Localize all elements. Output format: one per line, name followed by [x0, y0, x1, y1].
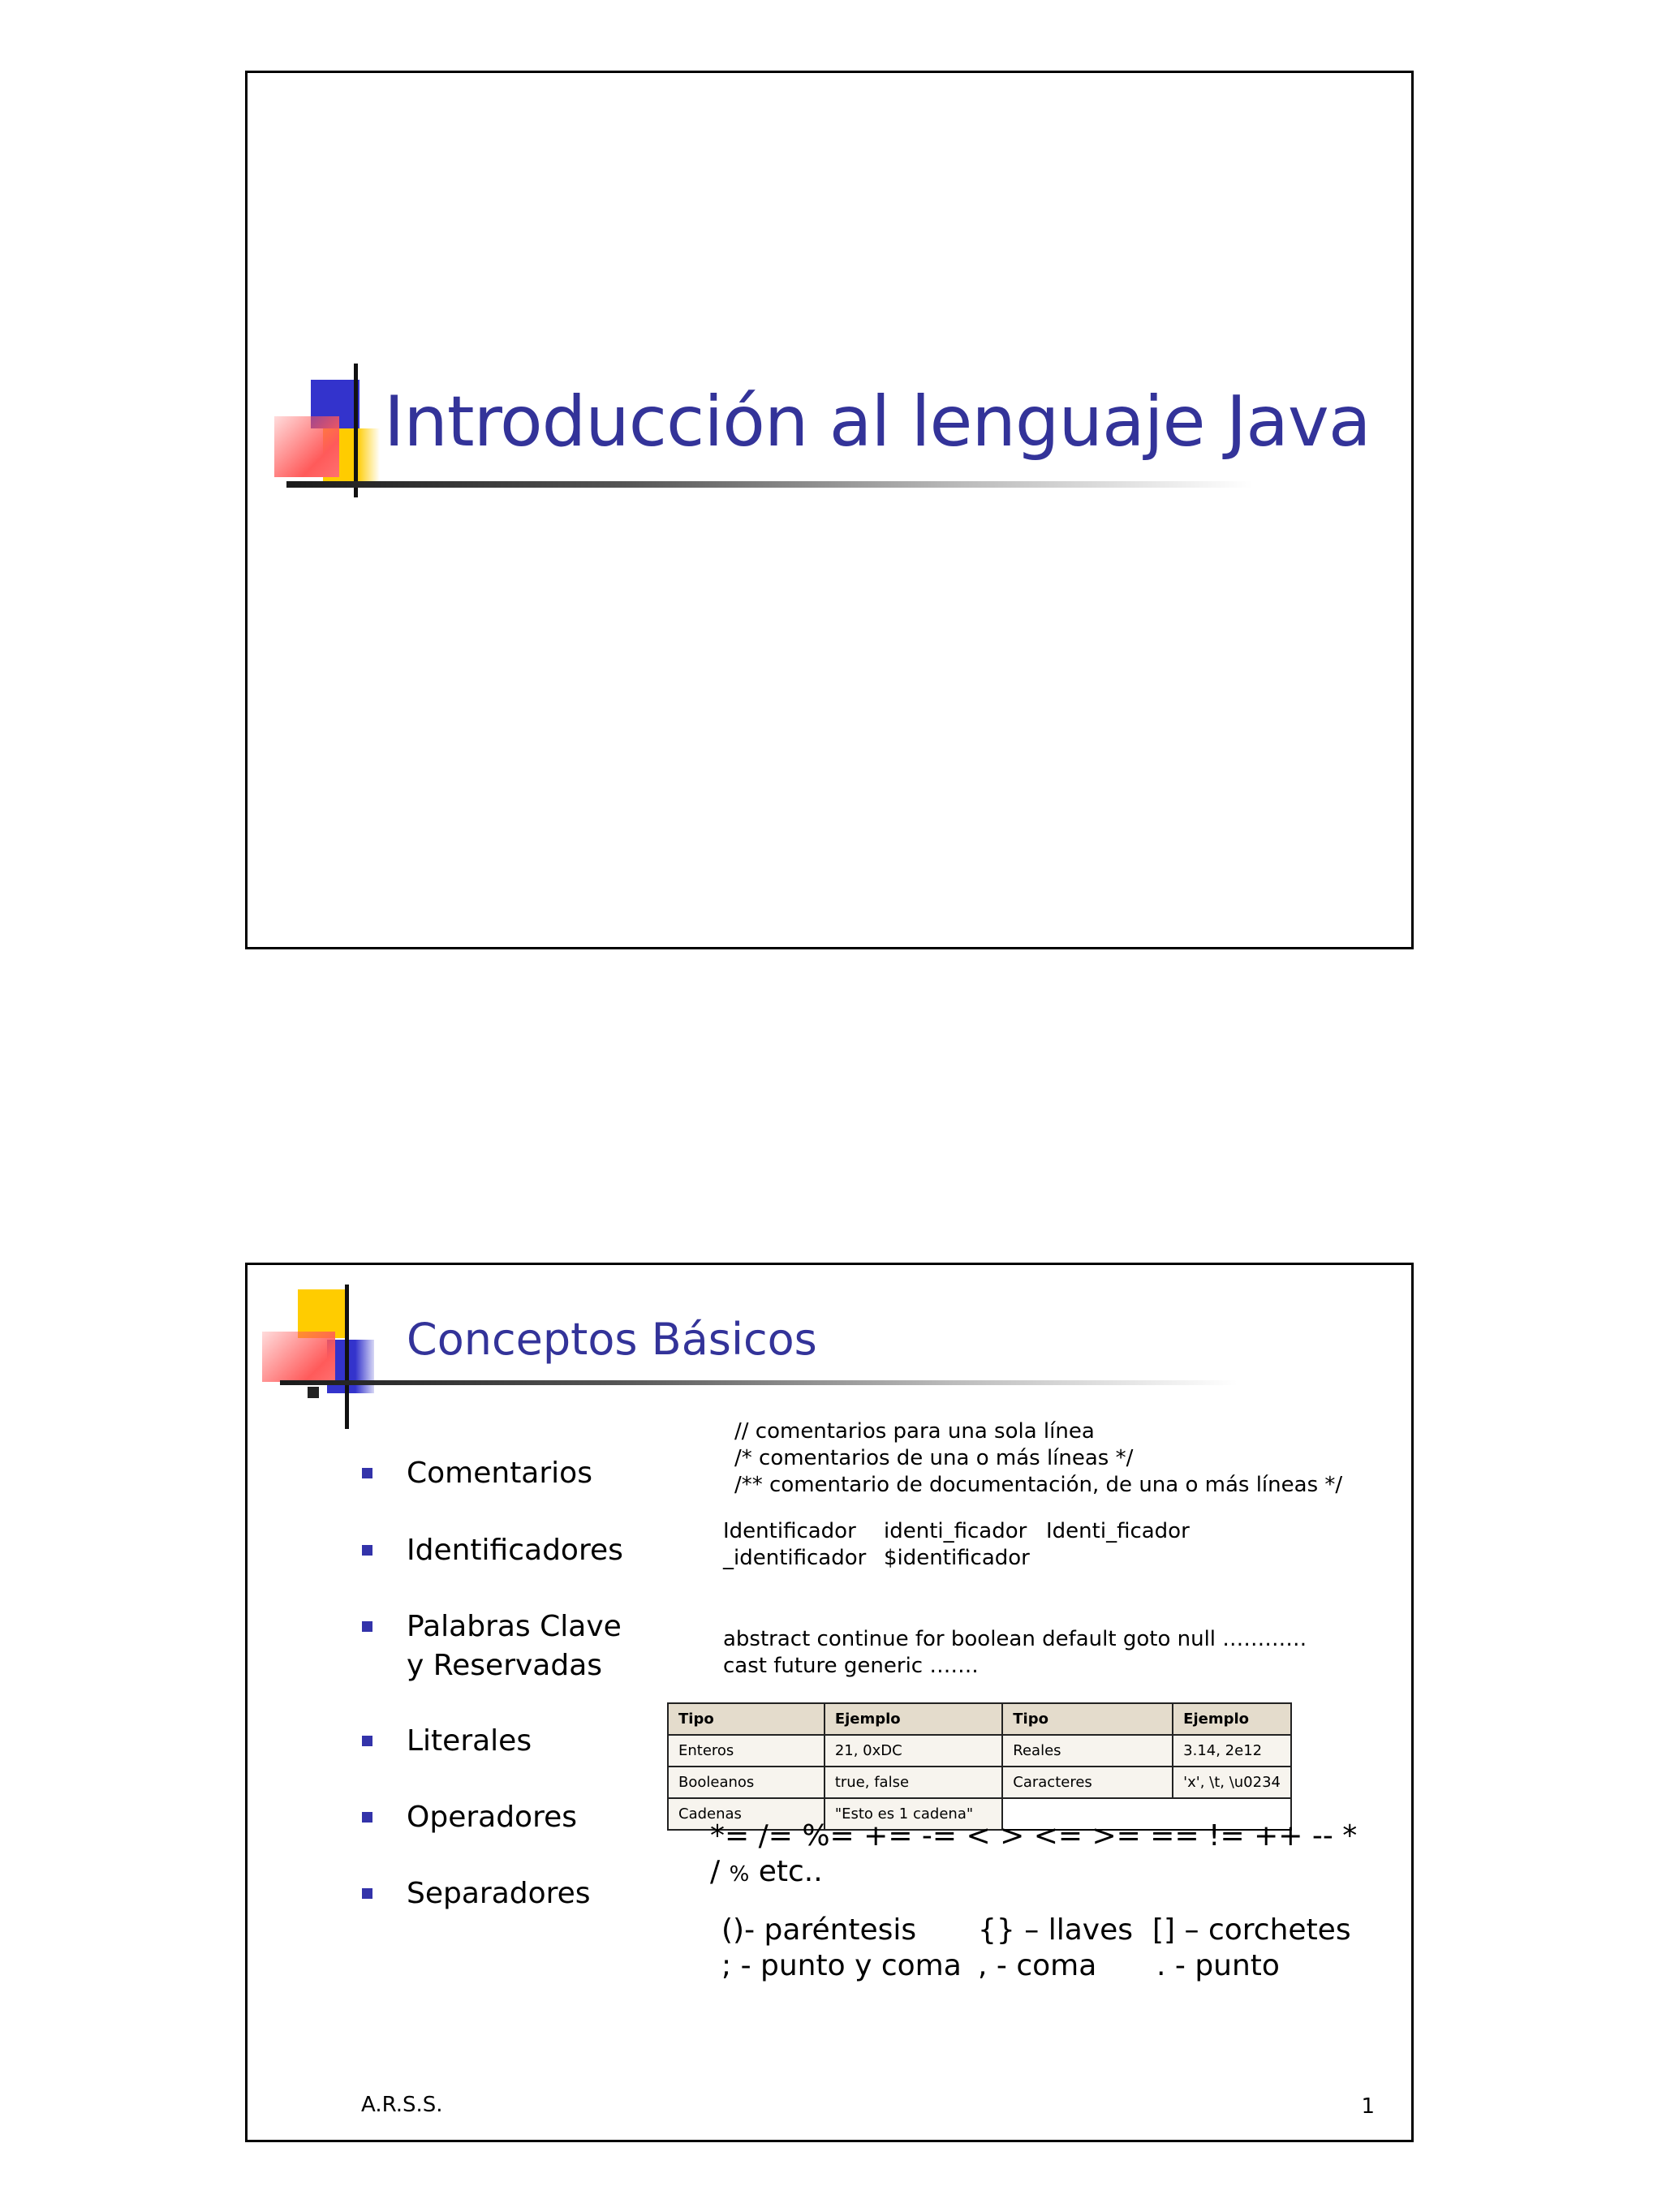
identifier-example: $identificador — [884, 1546, 1030, 1570]
logo-red-square — [274, 416, 339, 477]
title-underline — [286, 481, 1252, 488]
comment-example-2: /* comentarios de una o más líneas */ — [734, 1446, 1134, 1470]
bullet-identificadores — [407, 1531, 623, 1570]
separator-example: , - coma — [978, 1949, 1097, 1982]
table-cell: 3.14, 2e12 — [1173, 1735, 1291, 1767]
operators-line-1: *= /= %= += -= < > <= >= == != ++ -- * — [710, 1819, 1358, 1853]
bullet-label: Literales — [407, 1724, 532, 1758]
table-row — [668, 1767, 1291, 1798]
table-cell: 'x', \t, \u0234 — [1173, 1767, 1291, 1798]
content-slide — [245, 1263, 1414, 2142]
separator-example: {} – llaves — [978, 1913, 1133, 1947]
table-header-row — [668, 1703, 1291, 1735]
slide-title: Conceptos Básicos — [407, 1314, 817, 1365]
logo-yellow-square — [298, 1289, 347, 1338]
literals-table — [667, 1702, 1292, 1831]
identifier-example: Identi_ficador — [1046, 1519, 1190, 1543]
table-cell: "Esto es 1 cadena" — [825, 1798, 1002, 1830]
bullet-label: Comentarios — [407, 1457, 592, 1490]
title-slide — [245, 71, 1414, 949]
table-cell: Reales — [1002, 1735, 1173, 1767]
bullet-literales — [407, 1722, 532, 1761]
comment-example-1: // comentarios para una sola línea — [734, 1419, 1095, 1444]
bullet-palabras-clave — [407, 1607, 622, 1646]
bullet-operadores — [407, 1798, 577, 1837]
bullet-square-icon — [362, 1736, 372, 1746]
logo-dark-square — [308, 1387, 319, 1398]
bullet-palabras-clave-line2 — [407, 1646, 602, 1685]
identifier-example: identi_ficador — [884, 1519, 1027, 1543]
bullet-square-icon — [362, 1812, 372, 1823]
bullet-label: Separadores — [407, 1877, 591, 1910]
bullet-square-icon — [362, 1888, 372, 1899]
table-cell: Cadenas — [668, 1798, 825, 1830]
table-cell: Caracteres — [1002, 1767, 1173, 1798]
table-cell: 21, 0xDC — [825, 1735, 1002, 1767]
slide-logo — [278, 380, 368, 510]
bullet-label: Identificadores — [407, 1534, 623, 1567]
bullet-square-icon — [362, 1545, 372, 1556]
table-header-cell: Tipo — [1002, 1703, 1173, 1735]
footer-author: A.R.S.S. — [361, 2093, 443, 2117]
comment-example-3: /** comentario de documentación, de una o más líneas */ — [734, 1473, 1343, 1497]
bullet-label: Palabras Clave — [407, 1610, 622, 1643]
separator-example: ()- paréntesis — [721, 1913, 917, 1947]
separator-example: [] – corchetes — [1152, 1913, 1351, 1947]
table-cell: Booleanos — [668, 1767, 825, 1798]
bullet-square-icon — [362, 1621, 372, 1632]
logo-vertical-line — [345, 1285, 349, 1429]
logo-red-square — [262, 1332, 335, 1382]
identifier-example: Identificador — [723, 1519, 856, 1543]
table-row — [668, 1735, 1291, 1767]
slide-title: Introducción al lenguaje Java — [384, 381, 1371, 463]
keywords-line-1: abstract continue for boolean default goto null ………… — [723, 1627, 1307, 1651]
bullet-separadores — [407, 1874, 591, 1913]
bullet-comentarios — [407, 1454, 592, 1493]
table-header-cell: Ejemplo — [1173, 1703, 1291, 1735]
identifier-example: _identificador — [723, 1546, 867, 1570]
bullet-label: y Reservadas — [407, 1649, 603, 1682]
separator-example: . - punto — [1156, 1949, 1280, 1982]
logo-vertical-line — [354, 364, 358, 497]
operators-line-2: / % etc.. — [710, 1855, 823, 1888]
separator-example: ; - punto y coma — [721, 1949, 962, 1982]
table-header-cell: Ejemplo — [825, 1703, 1002, 1735]
bullet-label: Operadores — [407, 1801, 577, 1834]
table-cell: true, false — [825, 1767, 1002, 1798]
page-number: 1 — [1361, 2094, 1375, 2119]
bullet-square-icon — [362, 1468, 372, 1478]
slide-logo — [262, 1289, 360, 1411]
table-header-cell: Tipo — [668, 1703, 825, 1735]
table-cell: Enteros — [668, 1735, 825, 1767]
keywords-line-2: cast future generic ……. — [723, 1654, 979, 1678]
title-underline — [280, 1380, 1238, 1385]
